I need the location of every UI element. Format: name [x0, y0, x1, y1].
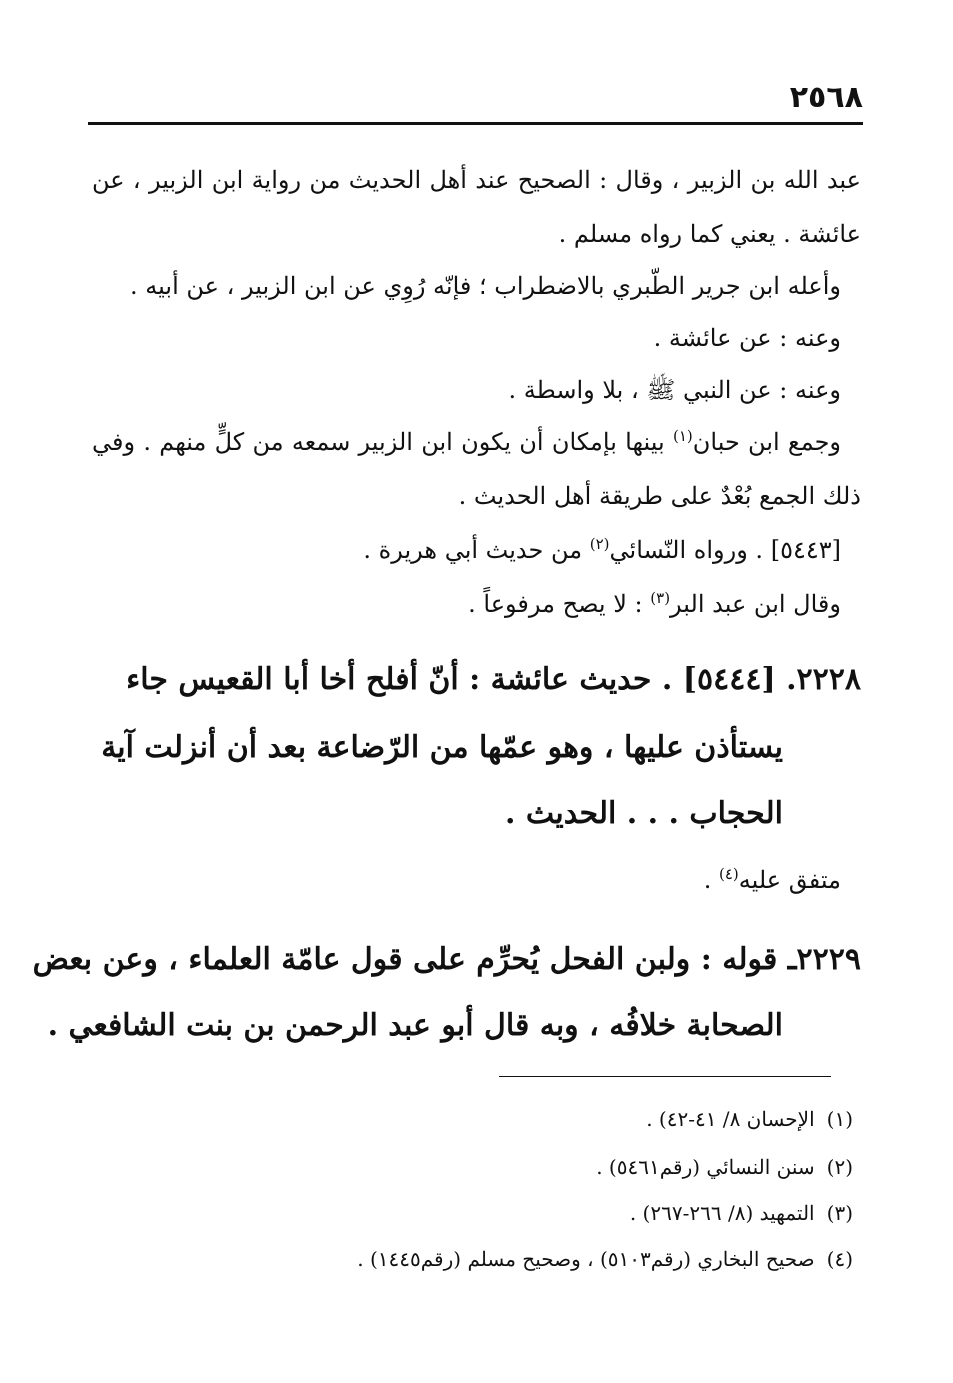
footnote-1	[100, 1102, 853, 1136]
hadith-2228-line-2: يستأذن عليها ، وهو عمّها من الرّضاعة بعد أن أنزلت آية	[101, 730, 783, 765]
footnote-text: الإحسان ٨/ ٤١-٤٢) .	[646, 1107, 815, 1131]
body-line-4: وعنه : عن عائشة .	[653, 324, 841, 352]
section-2229-line-2: الصحابة خلافُه ، وبه قال أبو عبد الرحمن بن بنت الشافعي .	[47, 1008, 783, 1043]
footnote-ref-4: (٤)	[718, 865, 739, 883]
agreed-upon-line	[92, 860, 841, 900]
body-line-nasai	[92, 530, 841, 570]
header-rule	[88, 122, 863, 125]
footnote-ref-1: (١)	[672, 427, 693, 445]
body-line-ibn-abd-albarr	[92, 584, 841, 624]
footnote-number: (١)	[826, 1107, 853, 1131]
text-segment: وجمع ابن حبان	[692, 428, 841, 456]
text-segment: .	[703, 866, 719, 894]
hadith-2228-line-1: ٢٢٢٨. [٥٤٤٤] . حديث عائشة : أنّ أفلح أخا أبا القعيس جاء	[126, 662, 861, 697]
page-number: ٢٥٦٨	[789, 80, 863, 115]
text-segment: وقال ابن عبد البر	[670, 590, 841, 618]
footnote-rule	[499, 1076, 831, 1077]
footnote-ref-3: (٣)	[650, 589, 671, 607]
footnote-number: (٣)	[826, 1201, 853, 1225]
footnote-3	[100, 1196, 853, 1230]
hadith-2228-line-3: الحجاب . . . الحديث .	[505, 796, 783, 831]
section-2229-line-1: ٢٢٢٩ـ قوله : ولبن الفحل يُحرِّم على قول عامّة العلماء ، وعن بعض	[32, 942, 861, 977]
text-segment: : لا يصح مرفوعاً .	[468, 590, 651, 618]
footnote-4	[100, 1242, 853, 1276]
footnote-number: (٤)	[826, 1247, 853, 1271]
footnote-text: سنن النسائي (رقم٥٤٦١) .	[596, 1155, 815, 1179]
footnote-number: (٢)	[826, 1155, 853, 1179]
body-line-1: عبد الله بن الزبير ، وقال : الصحيح عند أهل الحديث من رواية ابن الزبير ، عن	[92, 166, 861, 194]
footnote-text: التمهيد (٨/ ٢٦٦-٢٦٧) .	[629, 1201, 815, 1225]
body-line-6: ذلك الجمع بُعْدٌ على طريقة أهل الحديث .	[458, 482, 861, 510]
text-segment: بينها بإمكان أن يكون ابن الزبير سمعه من كلٍّ منهم . وفي	[92, 428, 673, 456]
text-segment: متفق عليه	[738, 866, 841, 894]
footnote-ref-2: (٢)	[589, 535, 610, 553]
body-line-3: وأعله ابن جرير الطّبري بالاضطراب ؛ فإنّه رُوِي عن ابن الزبير ، عن أبيه .	[130, 272, 841, 300]
text-segment: [٥٤٤٣] . ورواه النّسائي	[609, 536, 841, 564]
text-segment: من حديث أبي هريرة .	[363, 536, 590, 564]
footnote-text: صحيح البخاري (رقم٥١٠٣) ، وصحيح مسلم (رقم١٤٤٥) .	[357, 1247, 815, 1271]
body-line-2: عائشة . يعني كما رواه مسلم .	[558, 220, 861, 248]
footnote-2	[100, 1150, 853, 1184]
body-line-ibn-hibban	[92, 422, 841, 462]
body-line-5: وعنه : عن النبي ﷺ ، بلا واسطة .	[508, 376, 841, 404]
